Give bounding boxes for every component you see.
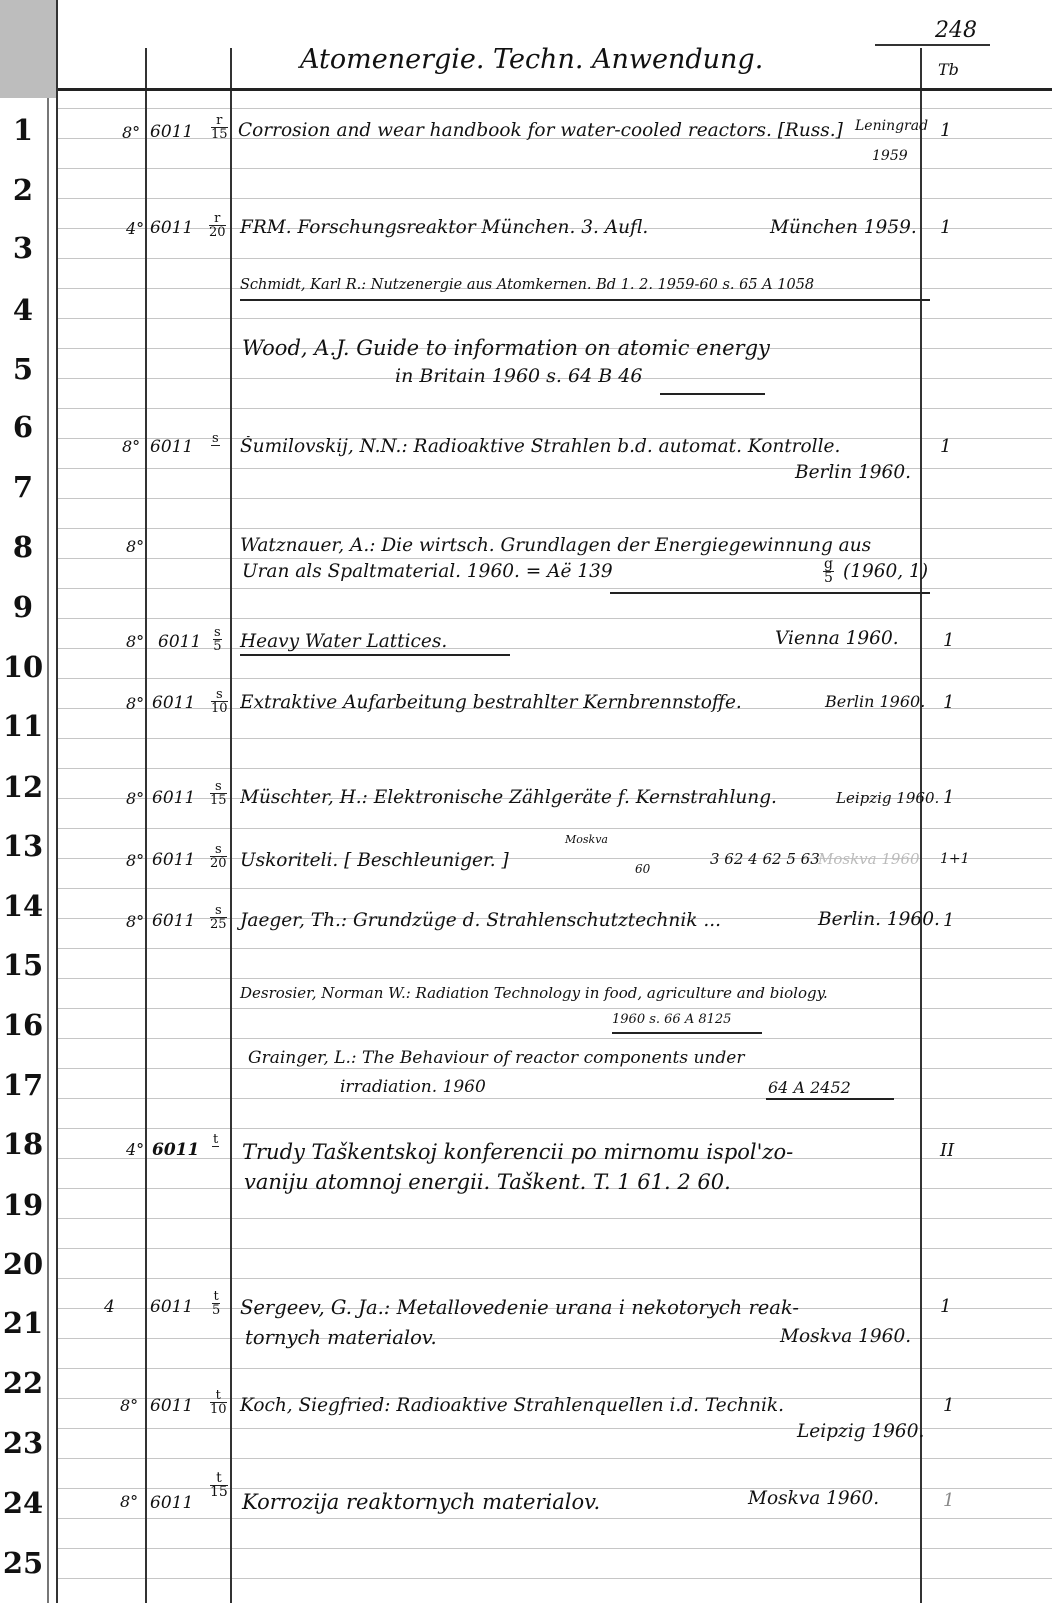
entry-place: Berlin 1960.: [825, 692, 926, 711]
entry-title: Heavy Water Lattices.: [240, 631, 448, 652]
shelf-signature: 6011: [150, 122, 194, 142]
ruled-line: [58, 1548, 1052, 1549]
ruled-line: [58, 888, 1052, 889]
ruled-line: [58, 168, 1052, 169]
fraction-bottom: 20: [209, 225, 226, 240]
signature-fraction: [210, 780, 227, 807]
fraction-bottom: 25: [210, 917, 227, 932]
entry-underline: [240, 299, 930, 301]
ruled-line: [58, 1278, 1052, 1279]
line-number: 12: [2, 770, 44, 804]
shelf-signature: 6011: [152, 1140, 200, 1160]
line-number: 25: [2, 1546, 44, 1580]
entry-underline: [660, 393, 765, 395]
shelf-signature: 6011: [152, 850, 196, 870]
format-mark: 8°: [120, 1396, 139, 1415]
entry-title: Jaeger, Th.: Grundzüge d. Strahlenschutztechnik ...: [240, 910, 721, 931]
format-mark: 8°: [126, 851, 145, 870]
entry-place: Moskva 1960.: [748, 1488, 880, 1509]
copy-count: 1: [943, 1490, 955, 1511]
ruled-line: [58, 948, 1052, 949]
line-number: 21: [2, 1306, 44, 1340]
line-number: 11: [2, 709, 44, 743]
entry-place: Leipzig 1960.: [836, 789, 940, 807]
line-number: 5: [12, 352, 34, 386]
entry-reference: 64 A 2452: [768, 1078, 851, 1097]
format-mark: 8°: [126, 912, 145, 931]
entry-underline: [766, 1098, 894, 1100]
copy-count: 1: [943, 787, 955, 808]
line-number: 22: [2, 1366, 44, 1400]
fraction-top: t: [213, 1132, 219, 1147]
fraction-top: s: [211, 688, 228, 702]
ruled-line: [58, 258, 1052, 259]
ruled-line: [58, 828, 1052, 829]
entry-annotation: Moskva: [565, 833, 608, 846]
count-column-header: Tb: [938, 60, 959, 79]
header-rule: [58, 88, 1052, 91]
copy-count: 1: [940, 217, 952, 238]
fraction-top: r: [211, 114, 228, 128]
line-number: 1: [12, 113, 34, 147]
ruled-line: [58, 1218, 1052, 1219]
column-rule-signature: [230, 48, 232, 1603]
entry-place: Leningrad: [855, 118, 929, 134]
line-number: 15: [2, 948, 44, 982]
line-number: 18: [2, 1127, 44, 1161]
entry-title: Watznauer, A.: Die wirtsch. Grundlagen der Energiegewinnung aus: [240, 535, 872, 556]
entry-title: Trudy Taškentskoj konferencii po mirnomu ispol'zo-: [242, 1140, 794, 1164]
format-mark: 8°: [126, 694, 145, 713]
signature-fraction: [823, 558, 834, 585]
entry-title: Wood, A.J. Guide to information on atomic energy: [242, 336, 770, 360]
entry-title-cont: Uran als Spaltmaterial. 1960. = Aë 139: [242, 561, 613, 582]
signature-fraction: [212, 1290, 220, 1317]
entry-subscript: 60: [635, 862, 651, 876]
shelf-signature: 6011: [150, 437, 194, 457]
format-mark: 8°: [122, 123, 141, 142]
entry-title-cont: vaniju atomnoj energii. Taškent. T. 1 61. 2 60.: [244, 1170, 731, 1194]
line-number: 3: [12, 231, 34, 265]
entry-title-cont: tornych materialov.: [245, 1326, 437, 1349]
ruled-line: [58, 1578, 1052, 1579]
format-mark: 8°: [120, 1492, 139, 1511]
copy-count: 1: [943, 1395, 955, 1416]
signature-fraction: [210, 1472, 228, 1499]
ruled-line: [58, 678, 1052, 679]
format-mark: 8°: [122, 437, 141, 456]
fraction-bottom: 5: [213, 639, 222, 654]
entry-title: Corrosion and wear handbook for water-cooled reactors. [Russ.]: [238, 120, 843, 141]
signature-fraction: [211, 688, 228, 715]
sheet-left-edge: [56, 0, 58, 1603]
fraction-bottom: 10: [210, 1402, 227, 1417]
entry-title: FRM. Forschungsreaktor München. 3. Aufl.: [240, 217, 649, 238]
fraction-top: s: [210, 780, 227, 794]
line-number: 13: [2, 829, 44, 863]
entry-title: Desrosier, Norman W.: Radiation Technology in food, agriculture and biology.: [240, 984, 828, 1002]
shelf-signature: 6011: [152, 788, 196, 808]
signature-fraction: [211, 114, 228, 141]
entry-title-cont: Leipzig 1960.: [797, 1421, 925, 1442]
signature-fraction: [210, 843, 227, 870]
entry-volumes: 3 62 4 62 5 63: [710, 850, 820, 868]
entry-place: Moskva 1960.: [780, 1326, 912, 1347]
ruled-line: [58, 738, 1052, 739]
format-mark: 8°: [126, 537, 145, 556]
column-rule-format: [145, 48, 147, 1603]
page-title: Atomenergie. Techn. Anwendung.: [300, 44, 764, 75]
copy-count: II: [940, 1140, 955, 1161]
signature-fraction: [211, 432, 220, 446]
copy-count: 1: [943, 692, 955, 713]
page-number: 248: [935, 18, 977, 43]
entry-title-cont: Berlin 1960.: [795, 462, 911, 483]
entry-place: Berlin. 1960.: [818, 909, 940, 930]
entry-title: Müschter, H.: Elektronische Zählgeräte f. Kernstrahlung.: [240, 787, 777, 808]
scan-corner: [0, 0, 56, 98]
line-number: 9: [12, 590, 34, 624]
ruled-line: [58, 618, 1052, 619]
shelf-signature: 6011: [150, 218, 194, 238]
format-mark: 4°: [126, 219, 145, 238]
shelf-signature: 6011: [150, 1396, 194, 1416]
ruled-line: [58, 318, 1052, 319]
entry-underline: [612, 1032, 762, 1034]
fraction-bottom: 5: [824, 570, 833, 586]
line-number: 23: [2, 1426, 44, 1460]
ruled-line: [58, 1128, 1052, 1129]
line-number: 14: [2, 889, 44, 923]
copy-count: 1: [943, 630, 955, 651]
format-mark: 4°: [126, 1140, 145, 1159]
entry-place-faded: Moskva 1960: [818, 850, 920, 868]
ruled-line: [58, 1458, 1052, 1459]
ruled-line: [58, 768, 1052, 769]
line-number: 8: [12, 530, 34, 564]
fraction-top: s: [212, 431, 219, 446]
line-number: 4: [12, 293, 34, 327]
signature-fraction: [210, 1389, 227, 1416]
entry-title: Extraktive Aufarbeitung bestrahlter Kernbrennstoffe.: [240, 692, 742, 713]
ruled-line: [58, 1098, 1052, 1099]
copy-count: 1: [940, 436, 952, 457]
fraction-top: s: [214, 625, 221, 640]
ruled-line: [58, 978, 1052, 979]
entry-place: München 1959.: [770, 217, 917, 238]
ruled-line: [58, 588, 1052, 589]
gutter-divider: [47, 98, 49, 1603]
fraction-bottom: 15: [210, 793, 227, 808]
line-number: 7: [12, 470, 34, 504]
line-number: 20: [2, 1247, 44, 1281]
ruled-line: [58, 528, 1052, 529]
copy-count: 1: [940, 120, 952, 141]
copy-count: 1+1: [940, 851, 970, 867]
entry-title-cont: in Britain 1960 s. 64 B 46: [395, 365, 643, 387]
fraction-top: s: [210, 843, 227, 857]
signature-fraction: [209, 212, 226, 239]
entry-year: 1959: [872, 148, 908, 164]
ruled-line: [58, 1248, 1052, 1249]
line-number: 24: [2, 1486, 44, 1520]
entry-title: Koch, Siegfried: Radioaktive Strahlenquellen i.d. Technik.: [240, 1395, 784, 1416]
fraction-top: g: [824, 556, 833, 572]
ruled-line: [58, 198, 1052, 199]
entry-reference: 1960 s. 66 A 8125: [612, 1012, 732, 1027]
entry-title: Šumilovskij, N.N.: Radioaktive Strahlen b.d. automat. Kontrolle.: [240, 436, 841, 457]
line-number: 17: [2, 1068, 44, 1102]
ruled-line: [58, 1038, 1052, 1039]
ruled-line: [58, 1008, 1052, 1009]
entry-title: Schmidt, Karl R.: Nutzenergie aus Atomkernen. Bd 1. 2. 1959-60 s. 65 A 1058: [240, 277, 815, 293]
shelf-signature: 6011: [150, 1297, 194, 1317]
format-mark: 8°: [126, 632, 145, 651]
copy-count: 1: [943, 910, 955, 931]
shelf-signature: 6011: [152, 911, 196, 931]
line-number: 6: [12, 410, 34, 444]
fraction-bottom: 15: [210, 1484, 228, 1500]
entry-title: Korrozija reaktornych materialov.: [242, 1490, 601, 1514]
fraction-bottom: 5: [212, 1303, 221, 1318]
line-number: 2: [12, 173, 34, 207]
entry-title: Sergeev, G. Ja.: Metallovedenie urana i nekotorych reak-: [240, 1296, 799, 1319]
format-mark: 4: [104, 1297, 115, 1317]
ruled-line: [58, 108, 1052, 109]
ruled-line: [58, 558, 1052, 559]
entry-underline: [610, 592, 930, 594]
ruled-line: [58, 648, 1052, 649]
fraction-top: r: [209, 212, 226, 226]
signature-fraction: [210, 904, 227, 931]
signature-fraction: [213, 626, 222, 653]
ruled-line: [58, 1518, 1052, 1519]
line-number: 16: [2, 1008, 44, 1042]
signature-fraction: [212, 1133, 219, 1147]
shelf-signature: 6011: [158, 632, 202, 652]
ruled-line: [58, 498, 1052, 499]
line-number: 10: [2, 650, 44, 684]
page-number-rule: [875, 44, 990, 46]
fraction-bottom: 20: [210, 856, 227, 871]
ruled-line: [58, 408, 1052, 409]
ruled-line: [58, 1368, 1052, 1369]
fraction-bottom: 10: [211, 701, 228, 716]
format-mark: 8°: [126, 789, 145, 808]
entry-title: Grainger, L.: The Behaviour of reactor components under: [248, 1048, 745, 1068]
fraction-top: t: [210, 1472, 228, 1486]
entry-title: Uskoriteli. [ Beschleuniger. ]: [240, 850, 509, 871]
ruled-line: [58, 1068, 1052, 1069]
ruled-line: [58, 1488, 1052, 1489]
fraction-bottom: 15: [211, 127, 228, 142]
copy-count: 1: [940, 1296, 952, 1317]
entry-title-cont: irradiation. 1960: [340, 1077, 486, 1097]
shelf-signature: 6011: [150, 1493, 194, 1513]
entry-reference: (1960, 1): [843, 561, 929, 582]
column-rule-count: [920, 48, 922, 1603]
fraction-top: t: [213, 1289, 219, 1304]
fraction-top: t: [210, 1389, 227, 1403]
shelf-signature: 6011: [152, 693, 196, 713]
fraction-top: s: [210, 904, 227, 918]
entry-underline: [240, 654, 510, 656]
entry-place: Vienna 1960.: [775, 628, 899, 649]
line-number: 19: [2, 1188, 44, 1222]
